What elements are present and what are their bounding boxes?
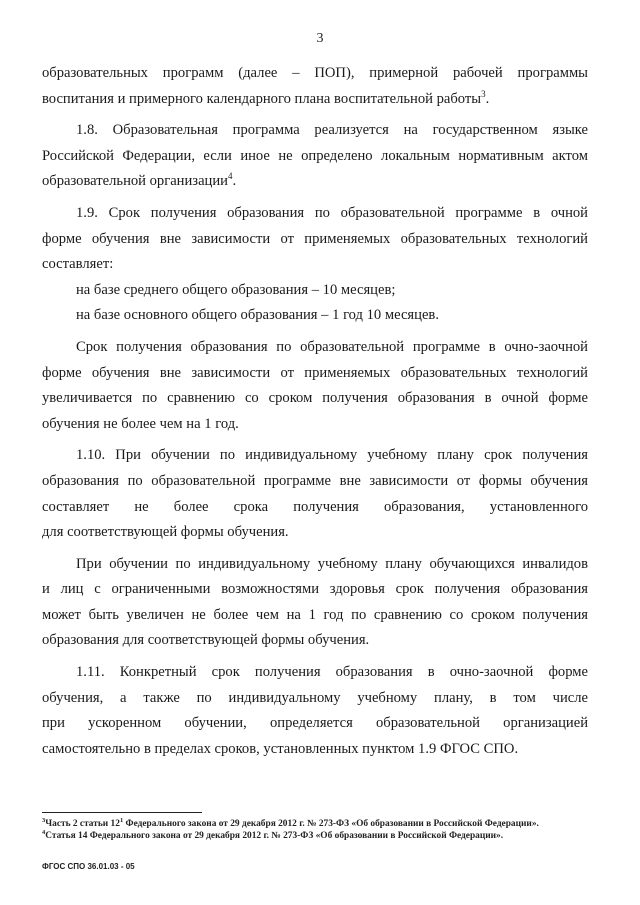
text-line <box>42 711 588 737</box>
text-line-content: 1.11. Конкретный срок получения образования в очно-заочной форме <box>76 664 588 681</box>
text-line <box>42 628 588 654</box>
footnote-text: Статья 14 Федерального закона от 29 декабря 2012 г. № 273-ФЗ «Об образовании в Российской Федерации». <box>45 831 504 841</box>
text-line <box>42 144 588 170</box>
text-line-tail: . <box>232 173 237 190</box>
text-line-content: воспитания и примерного календарного плана воспитательной работы <box>42 90 482 107</box>
footnote-item <box>42 818 602 830</box>
text-line <box>42 252 588 278</box>
text-line <box>42 201 588 227</box>
text-line <box>42 227 588 253</box>
text-line-content: на базе среднего общего образования – 10 месяцев; <box>76 281 396 298</box>
text-line <box>42 443 588 469</box>
text-line-content: и лиц с ограниченными возможностями здоровья срок получения образования <box>42 581 588 598</box>
text-line-content: форме обучения вне зависимости от применяемых образовательных технологий <box>42 230 588 247</box>
footer-document-code: ФГОС СПО 36.01.03 - 05 <box>42 862 135 871</box>
text-line-content: при ускоренном обучении, определяется образовательной организацией <box>42 715 588 732</box>
text-line <box>42 335 588 361</box>
body-text <box>42 61 588 762</box>
footnote-text: Часть 2 статьи 12 <box>45 819 120 829</box>
text-line-content: образовательной организации <box>42 173 228 190</box>
text-line-content: 1.9. Срок получения образования по образовательной программе в очной <box>76 204 588 221</box>
text-line <box>42 412 588 438</box>
text-line <box>42 495 588 521</box>
text-line-content: увеличивается по сравнению со сроком получения образования в очной форме <box>42 390 588 407</box>
text-line <box>42 603 588 629</box>
text-line <box>42 169 588 195</box>
text-line-tail: . <box>485 90 490 107</box>
text-line-content: Срок получения образования по образовательной программе в очно-заочной <box>76 338 588 355</box>
footnote-item <box>42 830 602 842</box>
text-line <box>42 61 588 87</box>
text-line <box>42 303 588 329</box>
text-line <box>42 469 588 495</box>
text-line-content: составляет: <box>42 256 114 273</box>
text-line <box>42 737 588 763</box>
footnote-mark: 4 <box>42 828 46 836</box>
text-line-content: обучения не более чем на 1 год. <box>42 415 239 432</box>
text-line <box>42 520 588 546</box>
text-line <box>42 577 588 603</box>
text-line-content: Российской Федерации, если иное не определено локальным нормативным актом <box>42 147 588 164</box>
footnote-superscript: 1 <box>119 816 124 824</box>
text-line <box>42 552 588 578</box>
text-line-content: 1.10. При обучении по индивидуальному учебному плану срок получения <box>76 447 588 464</box>
footnote-text-continued: Федерального закона от 29 декабря 2012 г. № 273-ФЗ «Об образовании в Российской Федерации». <box>123 819 539 829</box>
text-line-content: обучения, а также по индивидуальному учебному плану, в том числе <box>42 689 588 706</box>
text-line-content: может быть увеличен не более чем на 1 год по сравнению со сроком получения <box>42 606 588 623</box>
page-number: 3 <box>316 31 324 46</box>
text-line-content: При обучении по индивидуальному учебному плану обучающихся инвалидов <box>76 555 588 572</box>
text-line <box>42 386 588 412</box>
footnote-mark: 3 <box>42 816 46 824</box>
text-line <box>42 118 588 144</box>
text-line <box>42 361 588 387</box>
footnote-reference: 4 <box>227 171 233 182</box>
text-line-content: образования для соответствующей формы обучения. <box>42 632 370 649</box>
text-line-content: 1.8. Образовательная программа реализуется на государственном языке <box>76 122 588 139</box>
text-line-content: форме обучения вне зависимости от применяемых образовательных технологий <box>42 364 588 381</box>
footnote-reference: 3 <box>481 88 486 99</box>
text-line-content: составляет не более срока получения образования, установленного <box>42 498 588 515</box>
footnote-divider <box>42 812 202 813</box>
text-line <box>42 87 588 113</box>
text-line-content: для соответствующей формы обучения. <box>42 524 289 541</box>
text-line-content: самостоятельно в пределах сроков, установленных пунктом 1.9 ФГОС СПО. <box>42 740 519 757</box>
text-line-content: образовательных программ (далее – ПОП), примерной рабочей программы <box>42 65 588 81</box>
text-line <box>42 278 588 304</box>
text-line-content: образования по образовательной программе вне зависимости от формы обучения <box>42 472 588 489</box>
text-line <box>42 686 588 712</box>
text-line-content: на базе основного общего образования – 1 год 10 месяцев. <box>76 307 439 324</box>
footnotes <box>42 818 602 842</box>
text-line <box>42 660 588 686</box>
